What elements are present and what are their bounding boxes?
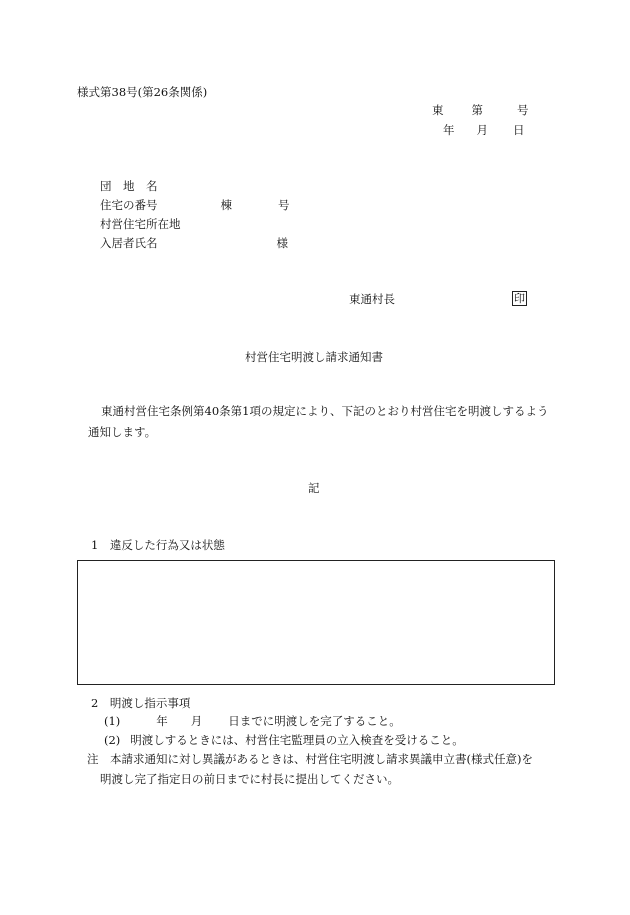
item1-number: (1) — [104, 714, 121, 728]
ki-heading: 記 — [308, 481, 320, 495]
building-unit: 棟 — [220, 198, 232, 212]
date-day: 日 — [513, 123, 525, 137]
date-year: 年 — [443, 123, 455, 137]
date-month: 月 — [476, 123, 488, 137]
location-label: 村営住宅所在地 — [100, 217, 181, 231]
item2-text: 明渡しするときには、村営住宅監理員の立入検査を受けること。 — [130, 733, 464, 747]
instruction-item-2 — [104, 734, 464, 748]
danchi-label: 団 地 名 — [100, 179, 158, 193]
item1-month: 月 — [190, 714, 203, 728]
house-number-row — [100, 199, 290, 213]
sender-title: 東通村長 — [349, 292, 395, 306]
item1-text: 日までに明渡しを完了すること。 — [228, 714, 401, 728]
document-number — [432, 104, 529, 118]
form-number: 様式第38号(第26条関係) — [77, 85, 208, 99]
resident-label: 入居者氏名 — [100, 236, 158, 250]
document-title: 村営住宅明渡し請求通知書 — [245, 350, 383, 364]
document-date — [443, 124, 525, 138]
section1-heading: 1 違反した行為又は状態 — [91, 538, 225, 552]
seal-stamp: 印 — [514, 292, 525, 305]
body-line-2: 通知します。 — [88, 425, 157, 439]
body-line-1: 東通村営住宅条例第40条第1項の規定により、下記のとおり村営住宅を明渡しするよう — [101, 404, 549, 418]
instruction-item-1 — [104, 715, 401, 729]
resident-row — [100, 237, 288, 251]
section2-heading: 2 明渡し指示事項 — [91, 696, 191, 710]
violation-box — [77, 560, 555, 685]
honorific: 様 — [276, 236, 288, 250]
note-line-1: 注 本請求通知に対し異議があるときは、村営住宅明渡し請求異議申立書(様式任意)を — [87, 752, 533, 766]
doc-no-go: 号 — [517, 103, 529, 117]
item1-year: 年 — [156, 714, 168, 728]
note-line-2: 明渡し完了指定日の前日までに村長に提出してください。 — [100, 772, 399, 786]
doc-no-east: 東 — [432, 103, 444, 117]
house-number-label: 住宅の番号 — [100, 198, 158, 212]
doc-no-dai: 第 — [471, 103, 483, 117]
number-unit: 号 — [278, 198, 290, 212]
seal-mark — [512, 291, 527, 306]
item2-number: (2) — [104, 733, 121, 747]
